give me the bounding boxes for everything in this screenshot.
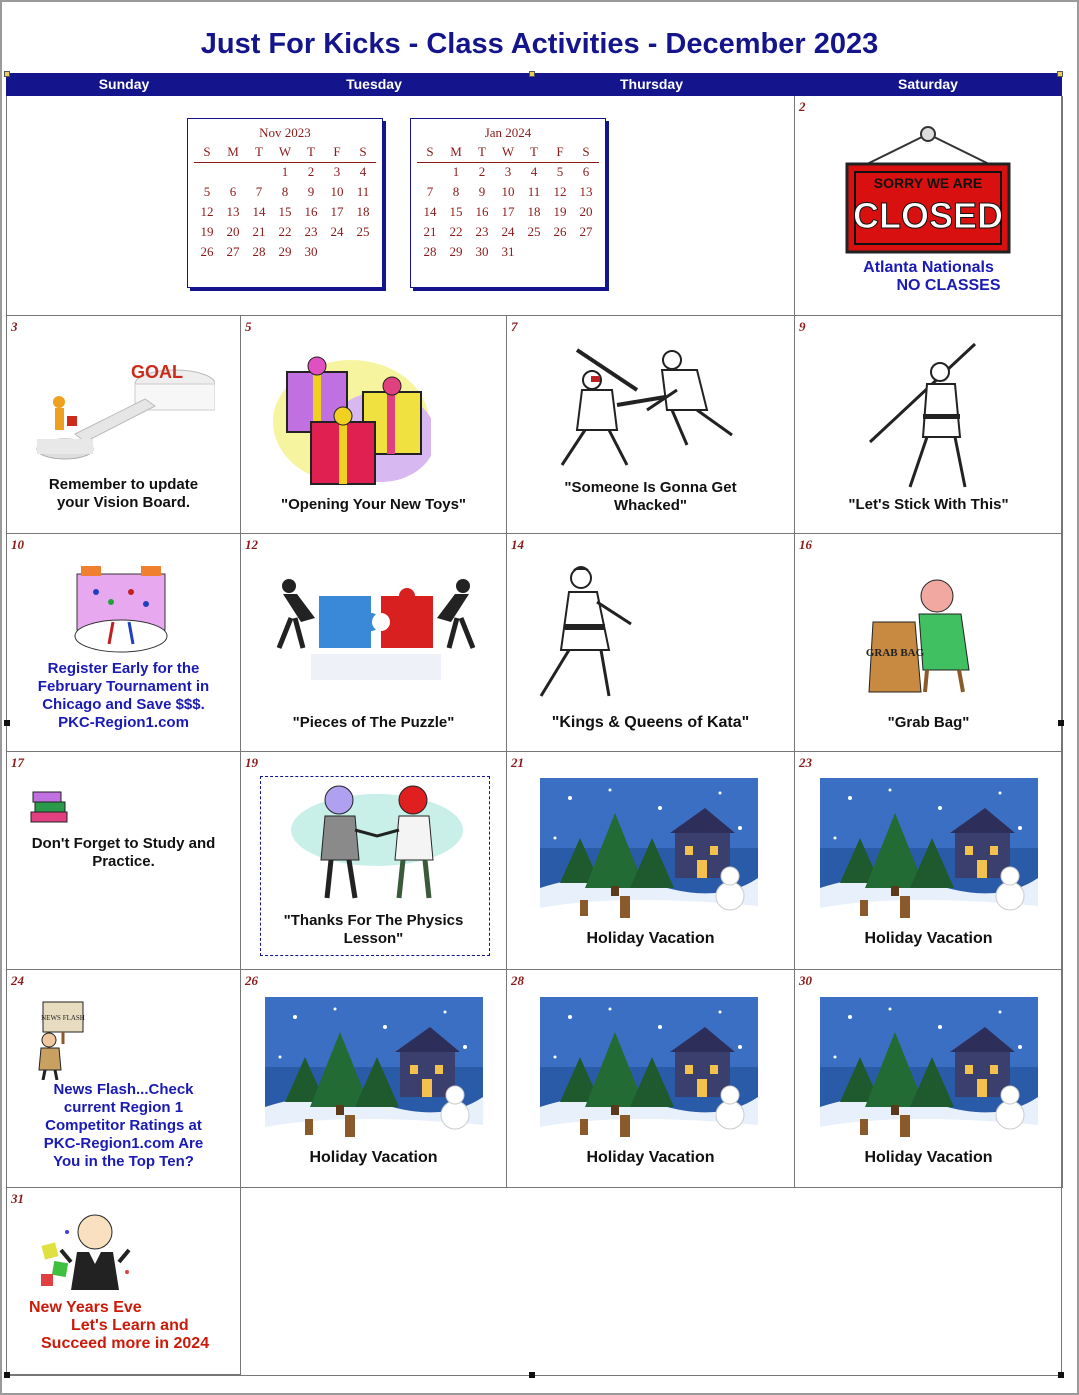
day-cell-28[interactable] (507, 970, 795, 1188)
header-sunday: Sunday (98, 76, 150, 92)
mini-calendar-day[interactable]: 6 (582, 164, 590, 180)
selection-handle[interactable] (1058, 1372, 1064, 1378)
mini-calendar-day[interactable]: 24 (330, 224, 344, 239)
mini-calendar-day[interactable]: 6 (229, 184, 237, 199)
mini-calendar-day[interactable]: 29 (278, 244, 292, 259)
day-cell-5[interactable] (241, 316, 507, 534)
winter-scene-icon (540, 997, 758, 1149)
winter-scene-icon (820, 778, 1038, 930)
puzzle-icon (271, 578, 481, 698)
day-cell-12[interactable] (241, 534, 507, 752)
mini-calendar-day[interactable]: 3 (504, 164, 512, 180)
winter-scene-icon (820, 997, 1038, 1149)
bo-staff-icon (865, 342, 985, 492)
goal-icon (35, 344, 215, 474)
day-caption: Holiday Vacation (586, 930, 715, 947)
selection-handle[interactable] (4, 71, 10, 77)
gifts-icon (271, 342, 431, 492)
books-icon (27, 788, 71, 832)
mini-calendar-day[interactable]: 15 (449, 204, 463, 219)
day-cell-31[interactable] (7, 1188, 241, 1375)
mini-calendar-day[interactable]: 7 (426, 184, 434, 199)
mini-calendar-week (194, 242, 376, 262)
day-cell-17[interactable] (7, 752, 241, 970)
day-cell-24[interactable] (7, 970, 241, 1188)
mini-calendar-weekday: S (573, 143, 599, 162)
mini-calendar-day[interactable]: 8 (452, 184, 460, 199)
day-number: 28 (511, 973, 524, 988)
mini-calendar-jan (410, 118, 606, 288)
mini-calendar-day (573, 242, 599, 262)
day-caption: Don't Forget to Study and Practice. (31, 835, 216, 870)
day-caption: "Thanks For The Physics Lesson" (283, 912, 464, 947)
day-cell-14[interactable] (507, 534, 795, 752)
header-saturday: Saturday (898, 76, 958, 92)
calendar-grid (6, 96, 1062, 1376)
mini-calendar-day[interactable]: 12 (553, 184, 567, 199)
header-thursday: Thursday (619, 76, 683, 92)
mini-calendar-day[interactable]: 31 (501, 244, 515, 259)
day-number: 31 (11, 1191, 24, 1206)
handshake-icon (289, 780, 465, 902)
mini-calendar-weekday: F (547, 143, 573, 162)
day-caption: "Let's Stick With This" (848, 496, 1009, 513)
mini-calendar-day[interactable]: 15 (278, 204, 292, 219)
day-caption: "Kings & Queens of Kata" (551, 714, 750, 731)
mini-calendar-day (246, 162, 272, 182)
mini-calendar-day (521, 242, 547, 262)
grab-bag-label: GRAB BAG (865, 647, 925, 659)
day-number: 19 (245, 755, 258, 770)
day-number: 24 (11, 973, 24, 988)
sparring-icon (537, 340, 762, 480)
mini-calendar-day[interactable]: 5 (203, 184, 211, 199)
day-caption: Atlanta Nationals NO CLASSES (863, 259, 1001, 294)
mini-calendar-week (417, 162, 599, 182)
closed-sign-top-text: SORRY WE ARE (873, 175, 983, 191)
day-number: 5 (245, 319, 252, 334)
mini-calendar-title: Jan 2024 (484, 125, 532, 140)
news-flash-icon (29, 1000, 89, 1080)
page-title: Just For Kicks - Class Activities - December 2023 (200, 28, 879, 60)
mini-calendar-day[interactable]: 4 (530, 164, 538, 180)
mini-calendar-week (194, 202, 376, 222)
mini-calendar-title: Nov 2023 (259, 125, 311, 140)
mini-calendar-day (324, 242, 350, 262)
mini-calendar-day[interactable]: 2 (478, 164, 486, 180)
mini-calendar-day[interactable]: 21 (423, 224, 437, 239)
mini-calendar-weekday: T (246, 143, 272, 162)
mini-calendar-day[interactable]: 16 (475, 204, 489, 219)
mini-calendar-table (194, 143, 376, 262)
mini-calendar-day[interactable]: 22 (278, 224, 292, 239)
day-number: 14 (511, 537, 524, 552)
day-number: 2 (799, 99, 806, 114)
new-years-icon (37, 1212, 137, 1298)
mini-calendar-day (220, 162, 246, 182)
mini-calendar-day[interactable]: 26 (553, 224, 567, 239)
selection-handle[interactable] (529, 1372, 535, 1378)
day-cell-23[interactable] (795, 752, 1063, 970)
day-caption: Remember to update your Vision Board. (48, 476, 199, 511)
mini-calendar-weekday: T (298, 143, 324, 162)
mini-calendar-day[interactable]: 27 (226, 244, 240, 259)
day-cell-2[interactable] (795, 96, 1063, 316)
mini-calendar-weekday: W (272, 143, 298, 162)
winter-scene-icon (540, 778, 758, 930)
mini-calendar-table (417, 143, 599, 262)
mini-calendar-day[interactable]: 4 (359, 164, 367, 180)
selection-handle[interactable] (529, 71, 535, 77)
mini-calendar-nov (187, 118, 383, 288)
mini-calendar-day[interactable]: 14 (252, 204, 266, 219)
mini-calendar-day[interactable]: 26 (200, 244, 214, 259)
day-caption: New Years Eve Let's Learn and Succeed more in 2024 (29, 1299, 210, 1352)
mini-calendar-day[interactable]: 7 (255, 184, 263, 199)
day-cell-26[interactable] (241, 970, 507, 1188)
mini-calendar-day (194, 162, 220, 182)
mini-calendar-week (417, 222, 599, 242)
mini-calendar-week (194, 222, 376, 242)
kata-icon (531, 564, 641, 704)
day-number: 30 (799, 973, 812, 988)
day-caption: Holiday Vacation (309, 1149, 438, 1166)
mini-calendar-day[interactable]: 2 (307, 164, 315, 180)
day-number: 3 (11, 319, 18, 334)
day-cell-10[interactable] (7, 534, 241, 752)
day-cell-3[interactable] (7, 316, 241, 534)
mini-calendar-week (417, 202, 599, 222)
goal-text: GOAL (131, 362, 183, 382)
mini-calendar-day[interactable]: 13 (226, 204, 240, 219)
mini-calendar-weekday: F (324, 143, 350, 162)
mini-calendar-day (417, 162, 443, 182)
mini-calendar-day[interactable]: 1 (281, 164, 289, 180)
mini-calendar-day[interactable]: 8 (281, 184, 289, 199)
mini-calendar-weekday: T (469, 143, 495, 162)
day-cell-9[interactable] (795, 316, 1063, 534)
mini-calendar-day[interactable]: 21 (252, 224, 266, 239)
mini-calendar-day[interactable]: 19 (553, 204, 567, 219)
mini-calendar-day[interactable]: 20 (579, 204, 593, 219)
day-number: 26 (245, 973, 258, 988)
selection-handle[interactable] (4, 720, 10, 726)
day-caption: Holiday Vacation (586, 1149, 715, 1166)
selection-handle[interactable] (1057, 71, 1063, 77)
mini-calendar-weekday: S (417, 143, 443, 162)
mini-calendar-day[interactable]: 20 (226, 224, 240, 239)
day-caption: Register Early for the February Tournament in Chicago and Save $$$. PKC-Region1.com (37, 660, 210, 731)
mini-calendar-day (547, 242, 573, 262)
mini-calendar-weekday: W (495, 143, 521, 162)
day-caption: Holiday Vacation (864, 1149, 993, 1166)
mini-calendar-weekday: S (194, 143, 220, 162)
day-caption: "Someone Is Gonna Get Whacked" (564, 479, 737, 514)
mini-calendars-cell (7, 96, 795, 316)
mini-calendar-day[interactable]: 13 (579, 184, 593, 199)
mini-calendar-weekday: M (443, 143, 469, 162)
tournament-icon (71, 562, 171, 656)
day-cell-7[interactable] (507, 316, 795, 534)
mini-calendar-day[interactable]: 27 (579, 224, 593, 239)
closed-sign-main-text: CLOSED (852, 195, 1004, 236)
mini-calendar-weekday: M (220, 143, 246, 162)
closed-sign-icon (843, 124, 1013, 256)
mini-calendar-day (350, 242, 376, 262)
selection-handle[interactable] (1058, 720, 1064, 726)
day-number: 9 (799, 319, 806, 334)
day-number: 7 (511, 319, 518, 334)
winter-scene-icon (265, 997, 483, 1149)
mini-calendar-day[interactable]: 19 (200, 224, 214, 239)
mini-calendar-day[interactable]: 29 (449, 244, 463, 259)
mini-calendar-day[interactable]: 14 (423, 204, 437, 219)
day-cell-21[interactable] (507, 752, 795, 970)
day-caption: Holiday Vacation (864, 930, 993, 947)
mini-calendar-week (417, 242, 599, 262)
mini-calendar-week (417, 182, 599, 202)
day-number: 16 (799, 537, 812, 552)
mini-calendar-day[interactable]: 16 (304, 204, 318, 219)
selection-handle[interactable] (4, 1372, 10, 1378)
day-number: 21 (511, 755, 524, 770)
day-caption: News Flash...Check current Region 1 Competitor Ratings at PKC-Region1.com Are You in the Top Ten? (43, 1081, 204, 1170)
mini-calendar-day[interactable]: 10 (501, 184, 515, 199)
mini-calendar-day[interactable]: 11 (527, 184, 541, 199)
day-cell-30[interactable] (795, 970, 1063, 1188)
mini-calendar-day[interactable]: 18 (527, 204, 541, 219)
mini-calendar-day[interactable]: 3 (333, 164, 341, 180)
mini-calendar-day[interactable]: 5 (556, 164, 564, 180)
mini-calendar-day[interactable]: 9 (478, 184, 486, 199)
day-cell-19[interactable] (241, 752, 507, 970)
mini-calendar-day[interactable]: 9 (307, 184, 315, 199)
day-caption: "Pieces of The Puzzle" (292, 714, 455, 731)
mini-calendar-day[interactable]: 30 (304, 244, 318, 259)
mini-calendar-weekday: S (350, 143, 376, 162)
day-number: 17 (11, 755, 24, 770)
mini-calendar-day[interactable]: 23 (304, 224, 318, 239)
header-tuesday: Tuesday (346, 76, 402, 92)
mini-calendar-week (194, 162, 376, 182)
mini-calendar-day[interactable]: 17 (501, 204, 515, 219)
mini-calendar-day[interactable]: 28 (423, 244, 437, 259)
day-caption: "Opening Your New Toys" (280, 496, 467, 513)
mini-calendar-day[interactable]: 18 (356, 204, 370, 219)
mini-calendar-day[interactable]: 28 (252, 244, 266, 259)
grab-bag-icon (865, 574, 989, 694)
day-number: 23 (799, 755, 812, 770)
mini-calendar-day[interactable]: 22 (449, 224, 463, 239)
day-caption: "Grab Bag" (887, 714, 970, 731)
day-cell-16[interactable] (795, 534, 1063, 752)
mini-calendar-day[interactable]: 17 (330, 204, 344, 219)
mini-calendar-day[interactable]: 24 (501, 224, 515, 239)
mini-calendar-day[interactable]: 1 (452, 164, 460, 180)
mini-calendar-day[interactable]: 12 (200, 204, 214, 219)
mini-calendar-weekday: T (521, 143, 547, 162)
mini-calendar-day[interactable]: 30 (475, 244, 489, 259)
mini-calendar-day[interactable]: 23 (475, 224, 489, 239)
mini-calendar-day[interactable]: 25 (356, 224, 370, 239)
mini-calendar-day[interactable]: 11 (356, 184, 370, 199)
mini-calendar-week (194, 182, 376, 202)
mini-calendar-day[interactable]: 10 (330, 184, 344, 199)
day-number: 12 (245, 537, 258, 552)
news-sign-text: NEWS FLASH (41, 1014, 85, 1022)
mini-calendar-day[interactable]: 25 (527, 224, 541, 239)
day-number: 10 (11, 537, 24, 552)
